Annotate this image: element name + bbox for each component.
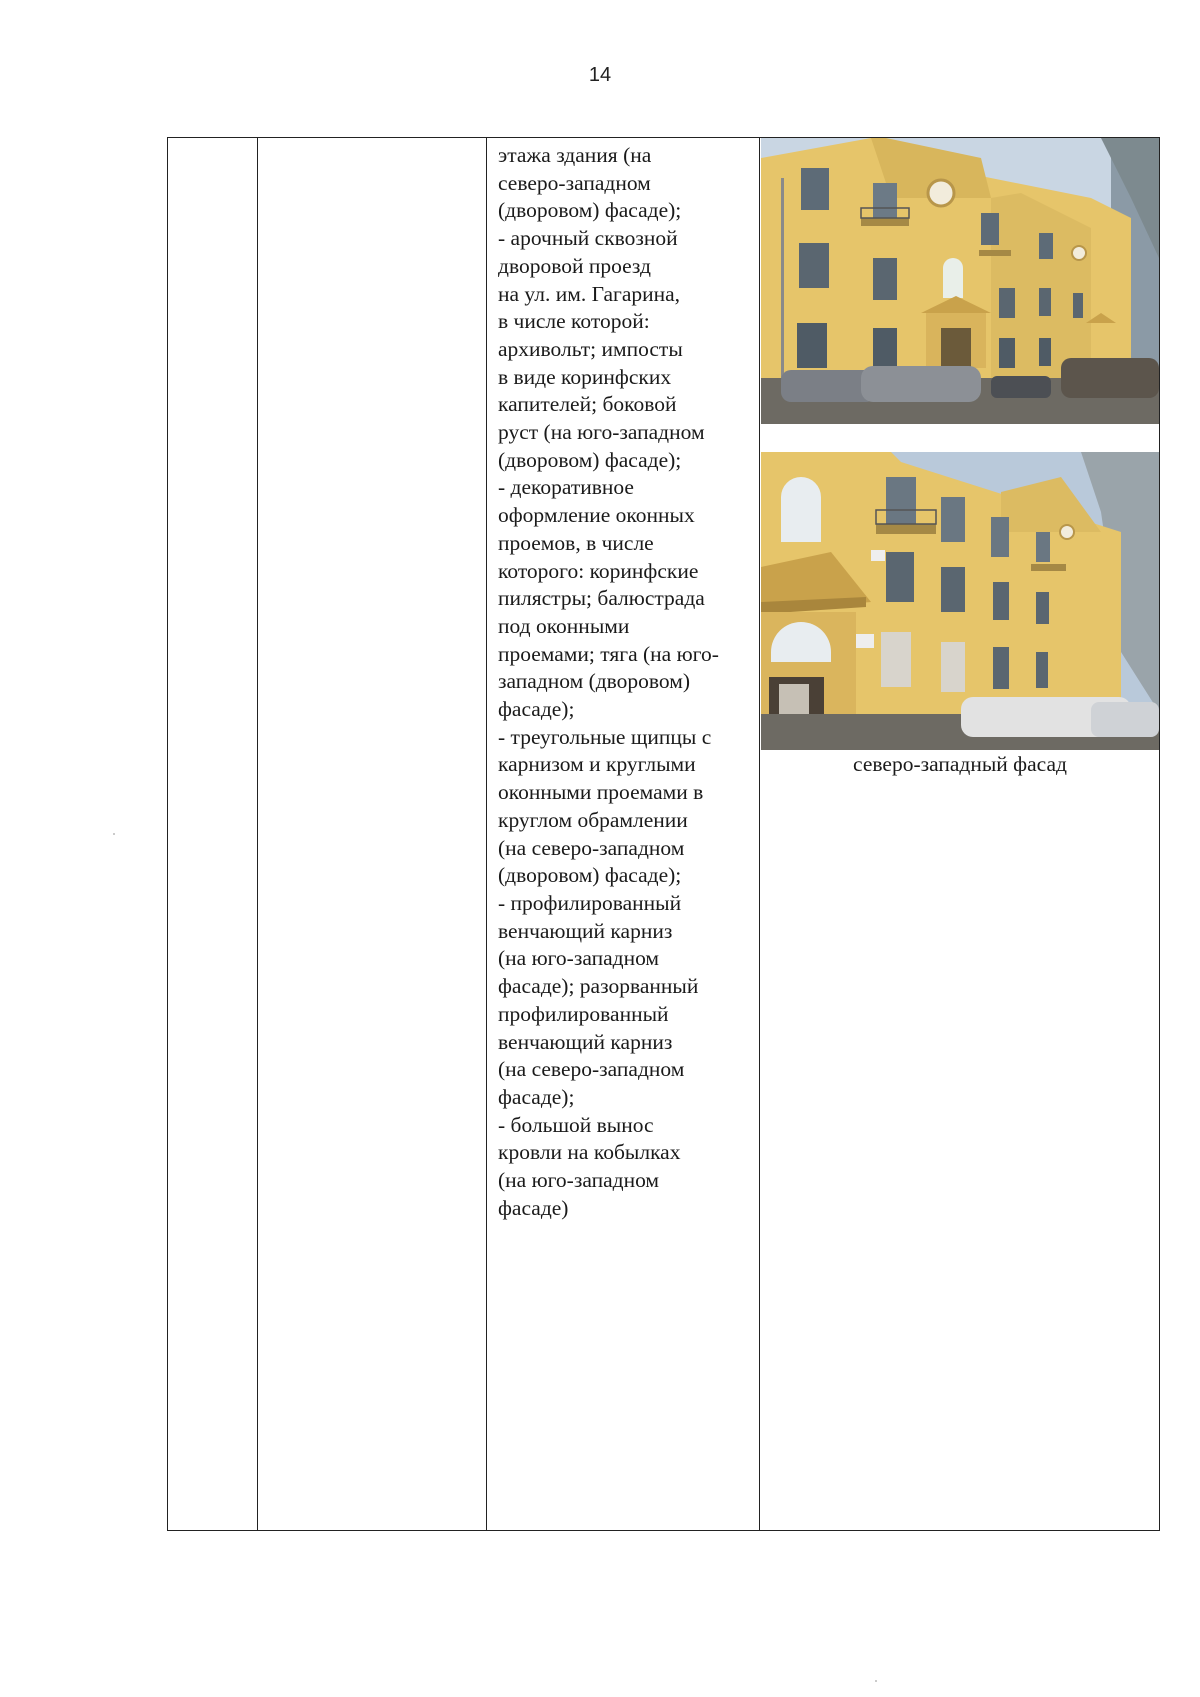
heritage-table <box>167 137 1160 1531</box>
architectural-features-description: этажа здания (на северо-западном (дворовом) фасаде); - арочный сквозной дворовой проезд на ул. им. Гагарина, в числе которой: архивольт; импосты в виде коринфских капителей; боковой руст (на юго-западном (дворовом) фасаде); - декоративное оформление оконных проемов, в числе которого: коринфские пилястры; балюстрада под оконными проемами; тяга (на юго- западном (дворовом) фасаде); - треугольные щипцы с карнизом и круглыми оконными проемами в круглом обрамлении (на северо-западном (дворовом) фасаде); - профилированный венчающий карниз (на юго-западном фасаде); разорванный профилированный венчающий карниз (на северо-западном фасаде); - большой вынос кровли на кобылках (на юго-западном фасаде) <box>498 143 719 1220</box>
column-divider <box>759 138 760 1530</box>
building-photo-northwest-1 <box>761 138 1159 424</box>
page-number: 14 <box>588 64 612 86</box>
scan-speck <box>113 833 115 835</box>
scan-speck <box>875 1680 877 1682</box>
column-divider <box>257 138 258 1530</box>
column-divider <box>486 138 487 1530</box>
photo-caption: северо-западный фасад <box>853 752 1067 776</box>
building-photo-northwest-2 <box>761 452 1159 750</box>
